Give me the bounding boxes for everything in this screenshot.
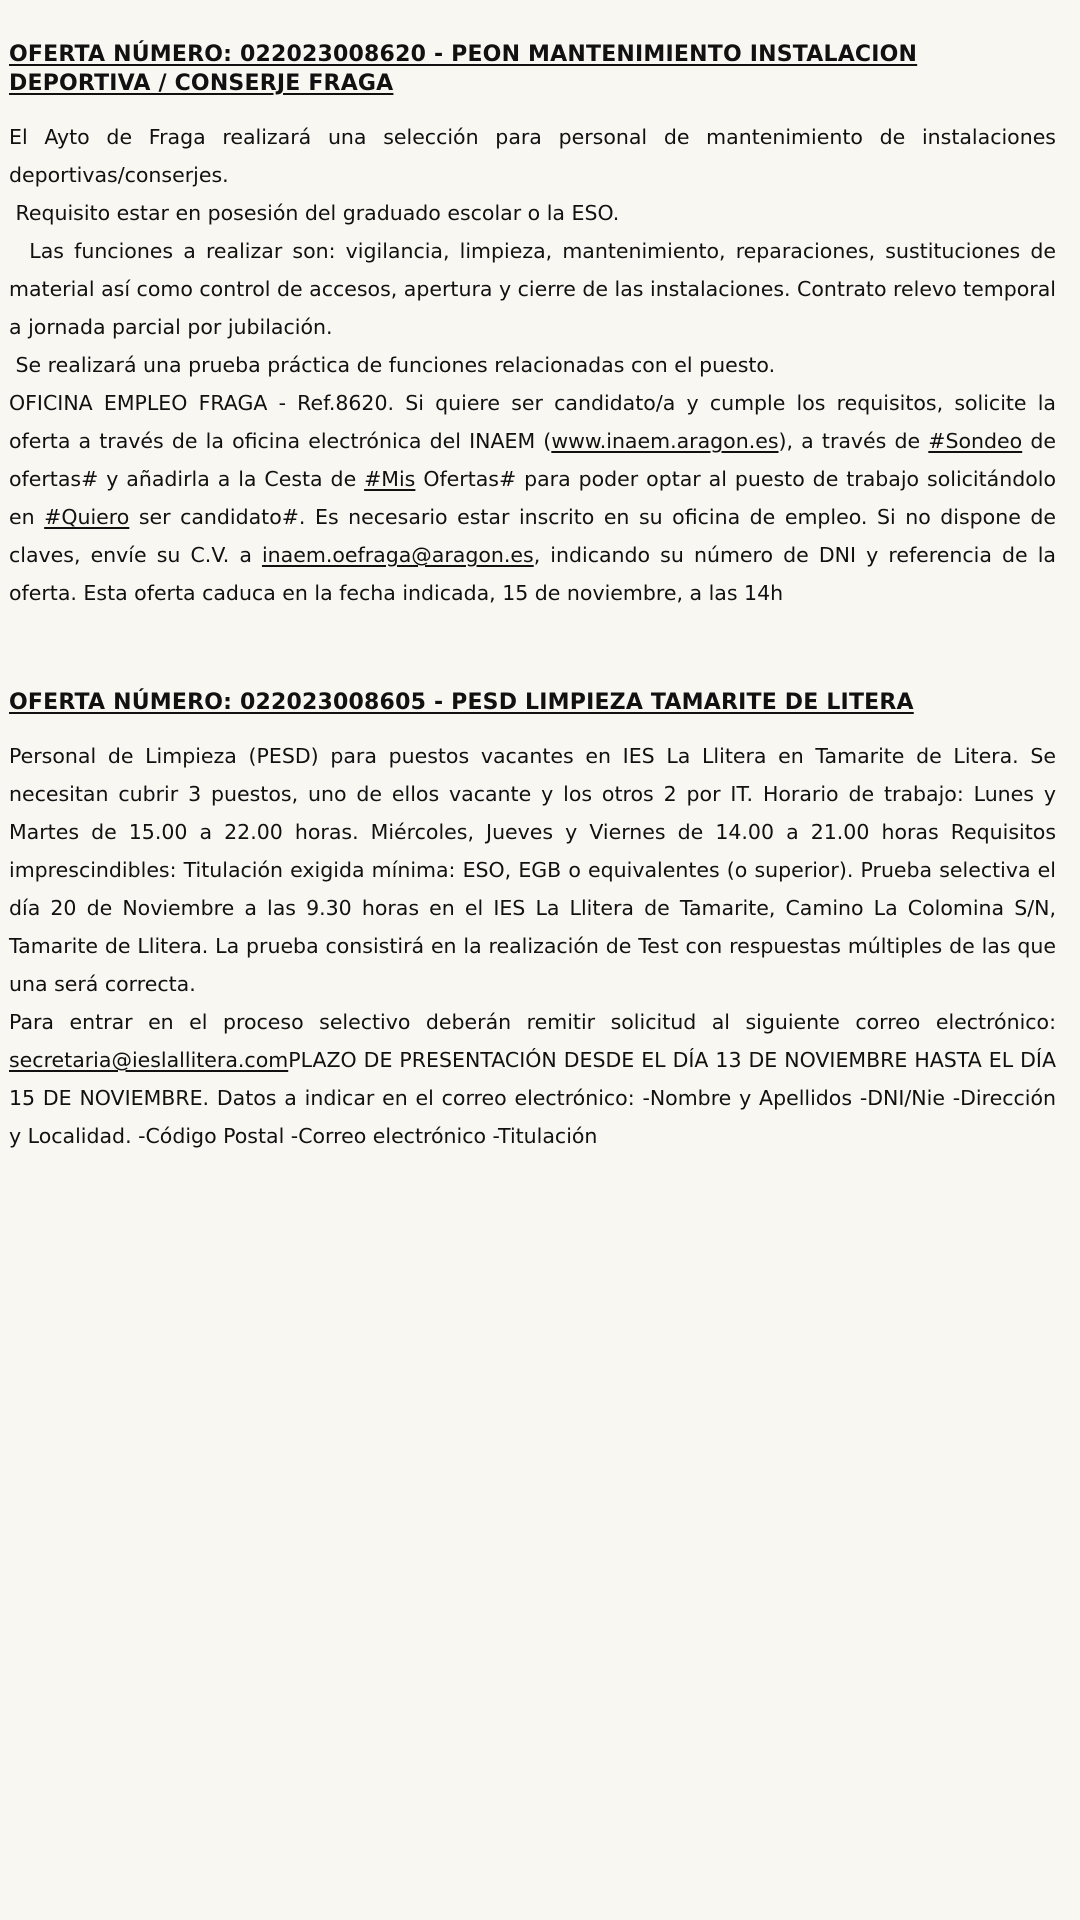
offer-body	[9, 737, 1056, 1155]
offer-title: OFERTA NÚMERO: 022023008605 - PESD LIMPIEZA TAMARITE DE LITERA	[9, 690, 914, 715]
offer-paragraph: Personal de Limpieza (PESD) para puestos vacantes en IES La Llitera en Tamarite de Litera. Se necesitan cubrir 3 puestos, uno de ellos vacante y los otros 2 por IT. Horario de trabajo: Lunes y Martes de 15.00 a 22.00 horas. Miércoles, Jueves y Viernes de 14.00 a 21.00 horas Requisitos imprescindibles: Titulación exigida mínima: ESO, EGB o equivalentes (o superior). Prueba selectiva el día 20 de Noviembre a las 9.30 horas en el IES La Llitera de Tamarite, Camino La Colomina S/N, Tamarite de Llitera. La prueba consistirá en la realización de Test con respuestas múltiples de las que una será correcta.	[9, 744, 1056, 996]
offer-paragraph: Se realizará una prueba práctica de funciones relacionadas con el puesto.	[9, 353, 776, 377]
offer-8620	[9, 40, 1063, 612]
offer-paragraph: Requisito estar en posesión del graduado escolar o la ESO.	[9, 201, 620, 225]
text-segment: Ofertas# para poder optar al puesto de trabajo solicitándolo en	[9, 467, 1056, 529]
quiero-candidato-link[interactable]: #Quiero	[44, 505, 130, 529]
sondeo-link[interactable]: #Sondeo	[928, 429, 1023, 453]
offer-paragraph: Las funciones a realizar son: vigilancia, limpieza, mantenimiento, reparaciones, sustituciones de material así como control de accesos, apertura y cierre de las instalaciones. Contrato relevo temporal a jornada parcial por jubilación.	[9, 239, 1063, 339]
inaem-website-link[interactable]: www.inaem.aragon.es	[551, 429, 779, 453]
offer-application-paragraph	[9, 384, 1056, 612]
offer-application-paragraph	[9, 1003, 1056, 1155]
text-segment: de ofertas# y añadirla a la Cesta de	[9, 429, 1056, 491]
text-segment: ), a través de	[778, 429, 929, 453]
text-segment: PLAZO DE PRESENTACIÓN DESDE EL DÍA 13 DE NOVIEMBRE HASTA EL DÍA 15 DE NOVIEMBRE. Datos a indicar en el correo electrónico: -Nombre y Apellidos -DNI/Nie -Dirección y Localidad. -Código Postal -Correo electrónico -Titulación	[9, 1048, 1056, 1148]
text-segment: , indicando su número de DNI y referencia de la oferta. Esta oferta caduca en la fecha indicada, 15 de noviembre, a las 14h	[9, 543, 1056, 605]
fraga-email-link[interactable]: inaem.oefraga@aragon.es	[261, 543, 534, 567]
secretaria-email-link[interactable]: secretaria@ieslallitera.com	[9, 1048, 289, 1072]
text-segment: OFICINA EMPLEO FRAGA - Ref.8620. Si quiere ser candidato/a y cumple los requisitos, solicite la oferta a través de la oficina electrónica del INAEM (	[9, 391, 1056, 453]
offer-body	[9, 118, 1063, 612]
offer-paragraph: El Ayto de Fraga realizará una selección para personal de mantenimiento de instalaciones deportivas/conserjes.	[9, 125, 1056, 187]
offer-title: OFERTA NÚMERO: 022023008620 - PEON MANTENIMIENTO INSTALACION DEPORTIVA / CONSERJE FRAGA	[9, 42, 918, 96]
offer-8605	[9, 688, 1056, 1155]
mis-ofertas-link[interactable]: #Mis	[364, 467, 416, 491]
text-segment: Para entrar en el proceso selectivo deberán remitir solicitud al siguiente correo electrónico:	[9, 1010, 1056, 1034]
text-segment: ser candidato#. Es necesario estar inscrito en su oficina de empleo. Si no dispone de claves, envíe su C.V. a	[9, 505, 1056, 567]
